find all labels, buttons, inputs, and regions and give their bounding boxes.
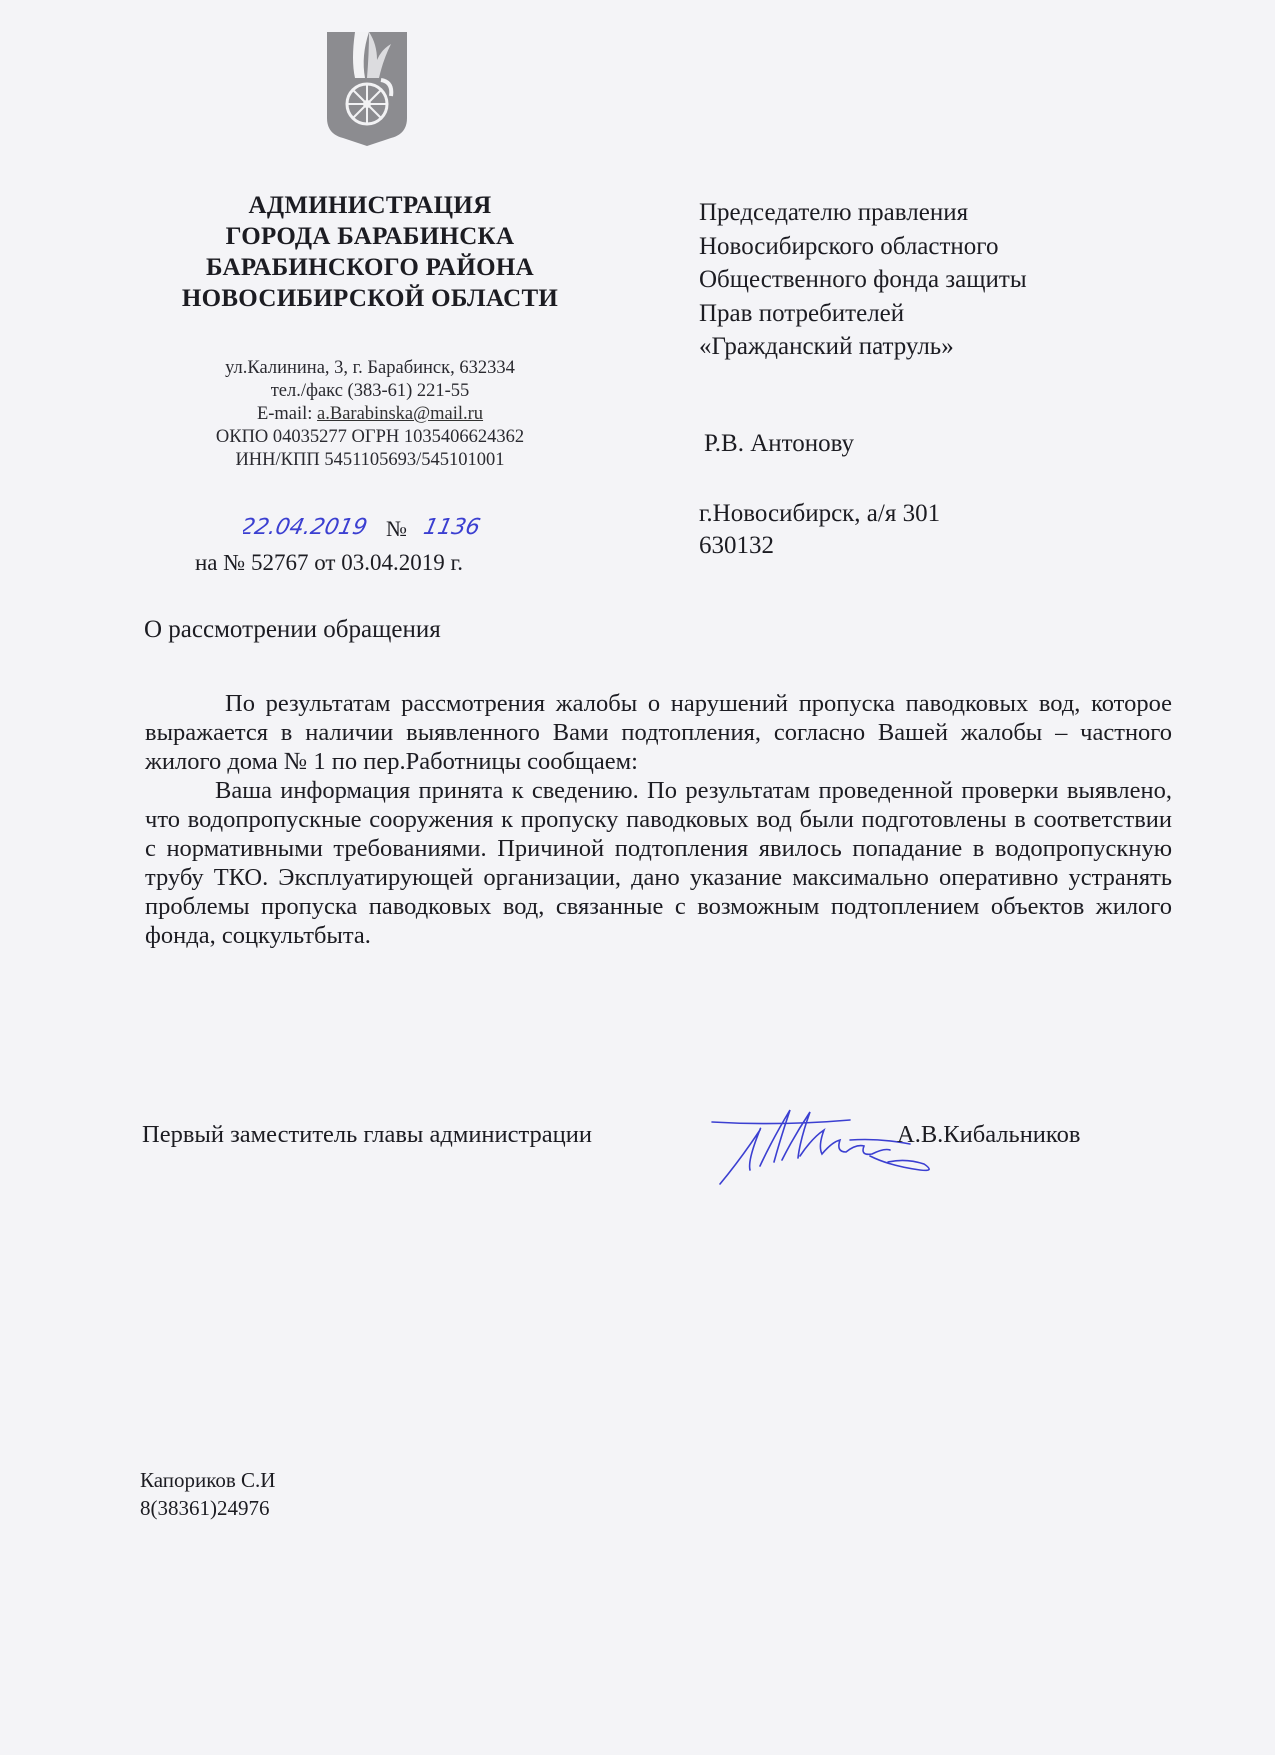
letterhead-title [140,190,600,314]
inn-line: ИНН/КПП 5451105693/545101001 [235,450,505,470]
letterhead-contacts [140,357,600,472]
email-link[interactable]: a.Barabinska@mail.ru [317,404,484,424]
body-paragraph: По результатам рассмотрения жалобы о нарушений пропуска паводковых вод, которое выражается в наличии выявленного Вами подтопления, согласно Вашей жалобы – частного жилого дома № 1 по пер.Работницы сообщаем: [145,690,1172,775]
phone-line: тел./факс (383-61) 221-55 [270,381,470,401]
email-line [140,403,600,426]
okpo-line: ОКПО 04035277 ОГРН 1035406624362 [215,427,525,447]
recipient-line: Председателю правления [699,199,969,226]
letterhead-line: БАРАБИНСКОГО РАЙОНА [205,254,534,281]
recipient-line: Новосибирского областного [699,232,999,260]
subject-line: О рассмотрении обращения [144,616,441,643]
address-line: ул.Калинина, 3, г. Барабинск, 632334 [225,358,515,378]
recipient-postal [699,498,940,562]
reference-line: на № 52767 от 03.04.2019 г. [195,550,464,575]
executor-block [140,1466,275,1522]
handwritten-date: 22.04.2019 [243,514,370,540]
signatory-title: Первый заместитель главы администрации [142,1121,592,1148]
postal-line: г.Новосибирск, а/я 301 [699,500,941,527]
outgoing-number-handwritten [243,508,503,544]
coat-of-arms-icon [325,30,409,148]
recipient-block [699,196,1027,364]
recipient-line: Прав потребителей [699,299,905,327]
recipient-line: Общественного фонда защиты [699,266,1027,293]
email-label: E-mail: [256,404,318,424]
recipient-name: Р.В. Антонову [704,430,855,457]
postal-line: 630132 [699,532,774,559]
executor-name: Капориков С.И [140,1468,276,1492]
executor-phone: 8(38361)24976 [140,1496,270,1520]
signatory-name: А.В.Кибальников [897,1121,1081,1148]
recipient-line: «Гражданский патруль» [699,333,954,360]
letter-body [145,689,1172,950]
number-sign: № [386,516,407,541]
letterhead-line: НОВОСИБИРСКОЙ ОБЛАСТИ [181,285,559,312]
handwritten-number: 1136 [421,514,483,540]
letterhead-line: АДМИНИСТРАЦИЯ [248,192,492,219]
handwritten-signature-icon [700,1100,960,1210]
letterhead-line: ГОРОДА БАРАБИНСКА [225,223,515,250]
body-paragraph: Ваша информация принята к сведению. По результатам проведенной проверки выявлено, что водопропускные сооружения к пропуску паводковых вод были подготовлены в соответствии с нормативными требованиями. Причиной подтопления явилось попадание в водопропускную трубу ТКО. Эксплуатирующей организации, дано указание максимально оперативно устранять проблемы пропуска паводковых вод, связанные с возможным подтоплением объектов жилого фонда, соцкультбыта. [145,777,1172,949]
